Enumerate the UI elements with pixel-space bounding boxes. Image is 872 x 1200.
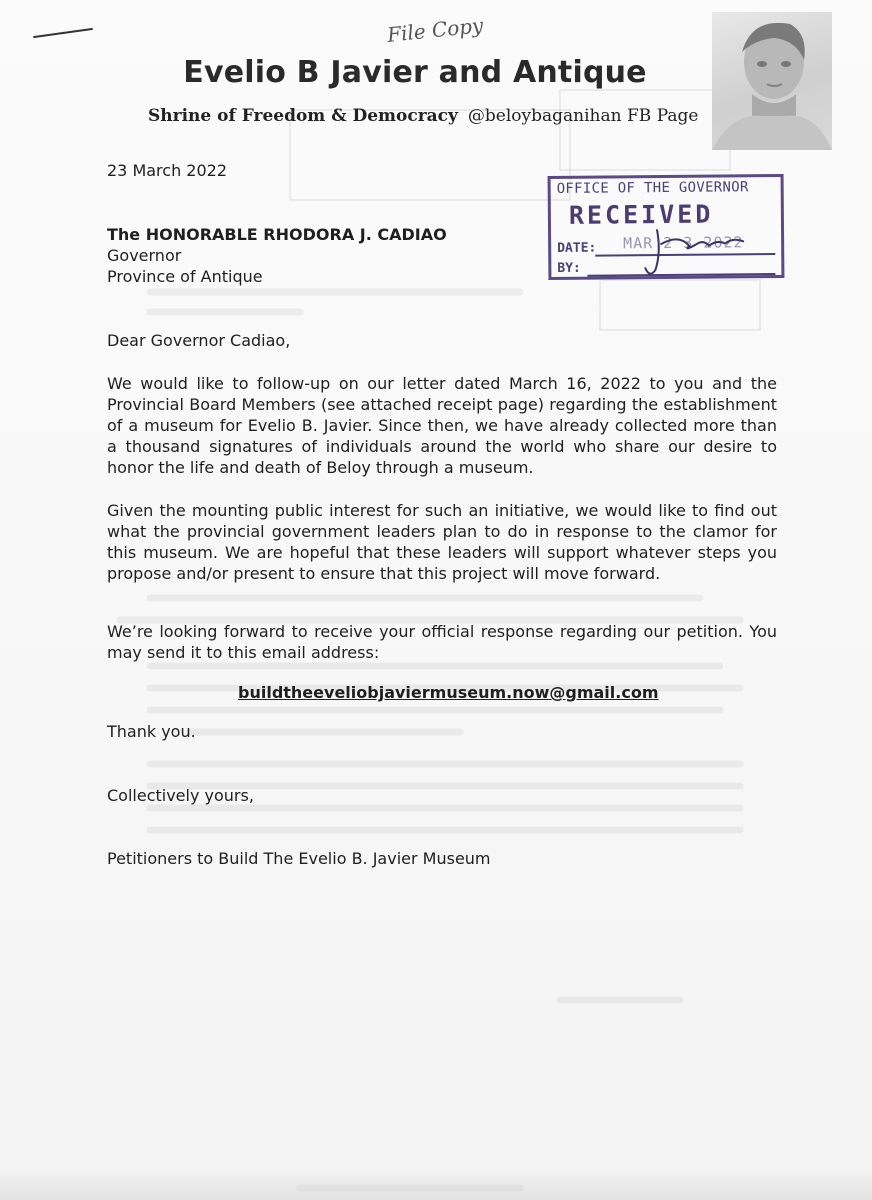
recipient-name: The HONORABLE RHODORA J. CADIAO	[107, 225, 447, 244]
closing-line: Collectively yours,	[107, 786, 254, 805]
body-paragraph-1: We would like to follow-up on our letter dated March 16, 2022 to you and the Provincial Board Members (see attached receipt page) regarding the establishment of a museum for Evelio B. Javier. Since then, we have already collected more than a thousand signatures of individuals around the world who share our desire to honor the life and death of Beloy through a museum.	[107, 374, 777, 477]
letterhead-fb-handle: @beloybaganihan FB Page	[467, 106, 699, 126]
letterhead-tagline: Shrine of Freedom & Democracy	[148, 106, 458, 126]
handwritten-file-copy-note: File Copy	[386, 13, 485, 47]
contact-email: buildtheeveliobjaviermuseum.now@gmail.com	[238, 683, 659, 702]
stamp-received: RECEIVED	[568, 199, 714, 230]
signatory-line: Petitioners to Build The Evelio B. Javier Museum	[107, 849, 491, 868]
recipient-title: Governor	[107, 246, 182, 265]
portrait-silhouette-icon	[712, 12, 832, 150]
recipient-province: Province of Antique	[107, 267, 263, 286]
letter-date: 23 March 2022	[107, 161, 228, 180]
portrait-photo	[712, 12, 832, 150]
stamp-date-label: DATE:	[557, 240, 597, 256]
body-paragraph-2: Given the mounting public interest for such an initiative, we would like to find out what the provincial government leaders plan to do in response to the clamor for this museum. We are hopeful that these leaders will support whatever steps you propose and/or present to ensure that this project will move forward.	[107, 501, 777, 583]
page-bottom-shadow	[0, 1168, 872, 1200]
stamp-office: OFFICE OF THE GOVERNOR	[556, 179, 749, 197]
letterhead-subtitle	[148, 106, 708, 126]
received-stamp	[548, 174, 785, 280]
stamp-by-label: BY:	[557, 260, 581, 276]
stamp-date-value: MAR 2 3 2022	[623, 233, 744, 253]
signature-icon	[639, 221, 750, 282]
letterhead-title: Evelio B Javier and Antique	[183, 55, 647, 90]
thanks-line: Thank you.	[107, 722, 196, 741]
salutation: Dear Governor Cadiao,	[107, 331, 291, 350]
body-paragraph-3: We’re looking forward to receive your official response regarding our petition. You may send it to this email address:	[107, 622, 777, 662]
